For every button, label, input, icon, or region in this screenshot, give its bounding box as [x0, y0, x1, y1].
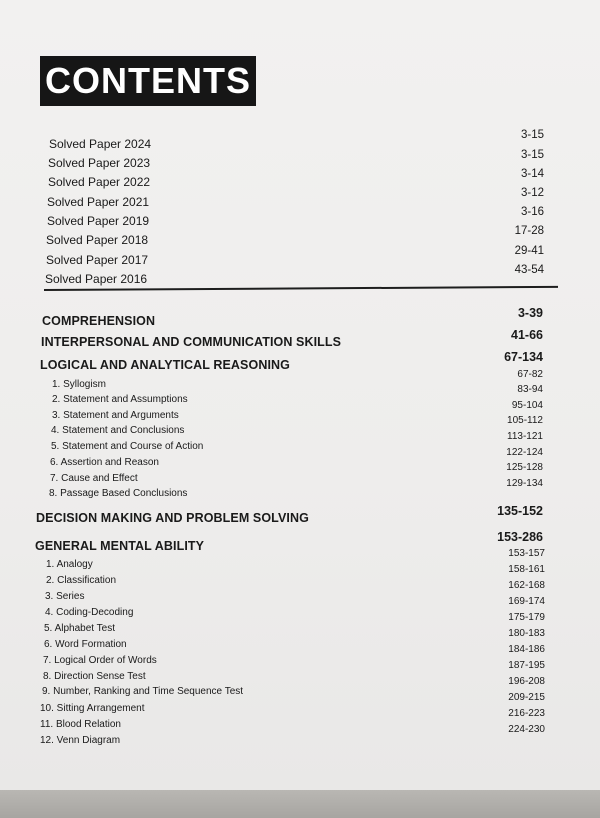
paper-label: Solved Paper 2021 [47, 195, 150, 209]
topic-pages: 224-230 [508, 724, 545, 735]
section-pages: 41-66 [511, 328, 543, 342]
paper-pages: 3-12 [520, 187, 544, 199]
topic-item: 10. Sitting Arrangement [40, 703, 145, 714]
topic-pages: 67-82 [517, 369, 543, 380]
topic-pages: 158-161 [508, 564, 545, 575]
divider-line [44, 286, 558, 291]
topic-item: 11. Blood Relation [40, 719, 121, 730]
topic-item: 6. Assertion and Reason [50, 457, 159, 468]
topic-pages: 153-157 [508, 548, 545, 559]
paper-label: Solved Paper 2024 [49, 137, 152, 151]
topic-pages: 95-104 [511, 400, 543, 411]
topic-pages: 169-174 [508, 596, 545, 607]
paper-label: Solved Paper 2017 [46, 253, 149, 267]
contents-title: CONTENTS [45, 60, 251, 101]
section-pages: 67-134 [504, 350, 543, 364]
section-pages: 153-286 [497, 530, 543, 544]
section-heading: COMPREHENSION [42, 314, 156, 328]
topic-item: 7. Cause and Effect [50, 473, 138, 484]
topic-item: 9. Number, Ranking and Time Sequence Test [42, 686, 244, 697]
paper-label: Solved Paper 2022 [48, 175, 151, 189]
paper-label: Solved Paper 2018 [46, 233, 149, 247]
topic-pages: 209-215 [508, 692, 545, 703]
topic-pages: 162-168 [508, 580, 545, 591]
topic-pages: 129-134 [506, 478, 543, 489]
paper-pages: 3-15 [520, 149, 544, 161]
topic-pages: 122-124 [506, 447, 543, 458]
topic-pages: 187-195 [508, 660, 545, 671]
topic-item: 3. Statement and Arguments [52, 410, 179, 421]
topic-item: 8. Direction Sense Test [43, 671, 146, 682]
topic-item: 3. Series [45, 591, 85, 602]
topic-pages: 125-128 [506, 462, 543, 473]
topic-item: 1. Syllogism [52, 379, 106, 390]
paper-label: Solved Paper 2023 [48, 156, 151, 170]
topic-item: 5. Alphabet Test [44, 623, 115, 634]
topic-item: 7. Logical Order of Words [43, 655, 157, 666]
topic-item: 12. Venn Diagram [40, 735, 121, 746]
paper-pages: 17-28 [514, 225, 544, 237]
paper-pages: 3-14 [520, 168, 544, 180]
topic-pages: 113-121 [507, 431, 543, 442]
topic-pages: 180-183 [508, 628, 545, 639]
page-bottom-edge [0, 790, 600, 818]
section-pages: 135-152 [497, 504, 543, 518]
topic-item: 1. Analogy [46, 559, 93, 570]
topic-pages: 83-94 [517, 384, 543, 395]
topic-pages: 105-112 [507, 415, 543, 426]
topic-item: 2. Classification [46, 575, 117, 586]
section-heading: DECISION MAKING AND PROBLEM SOLVING [36, 511, 309, 525]
paper-label: Solved Paper 2019 [47, 214, 150, 228]
paper-pages: 29-41 [514, 245, 544, 257]
topic-pages: 175-179 [508, 612, 545, 623]
topic-item: 4. Statement and Conclusions [51, 425, 185, 436]
topic-item: 5. Statement and Course of Action [51, 441, 204, 452]
section-heading: LOGICAL AND ANALYTICAL REASONING [40, 358, 290, 372]
topic-item: 8. Passage Based Conclusions [49, 488, 188, 499]
topic-item: 6. Word Formation [44, 639, 127, 650]
topic-pages: 184-186 [508, 644, 545, 655]
section-heading: GENERAL MENTAL ABILITY [35, 539, 205, 553]
paper-pages: 43-54 [514, 264, 544, 276]
paper-pages: 3-16 [520, 206, 544, 218]
topic-pages: 196-208 [508, 676, 545, 687]
section-heading: INTERPERSONAL AND COMMUNICATION SKILLS [41, 335, 342, 349]
contents-title-box [40, 56, 256, 106]
topic-item: 2. Statement and Assumptions [52, 394, 188, 405]
paper-label: Solved Paper 2016 [45, 272, 148, 286]
topic-pages: 216-223 [508, 708, 545, 719]
section-pages: 3-39 [517, 306, 543, 320]
paper-pages: 3-15 [520, 129, 544, 141]
topic-item: 4. Coding-Decoding [45, 607, 134, 618]
